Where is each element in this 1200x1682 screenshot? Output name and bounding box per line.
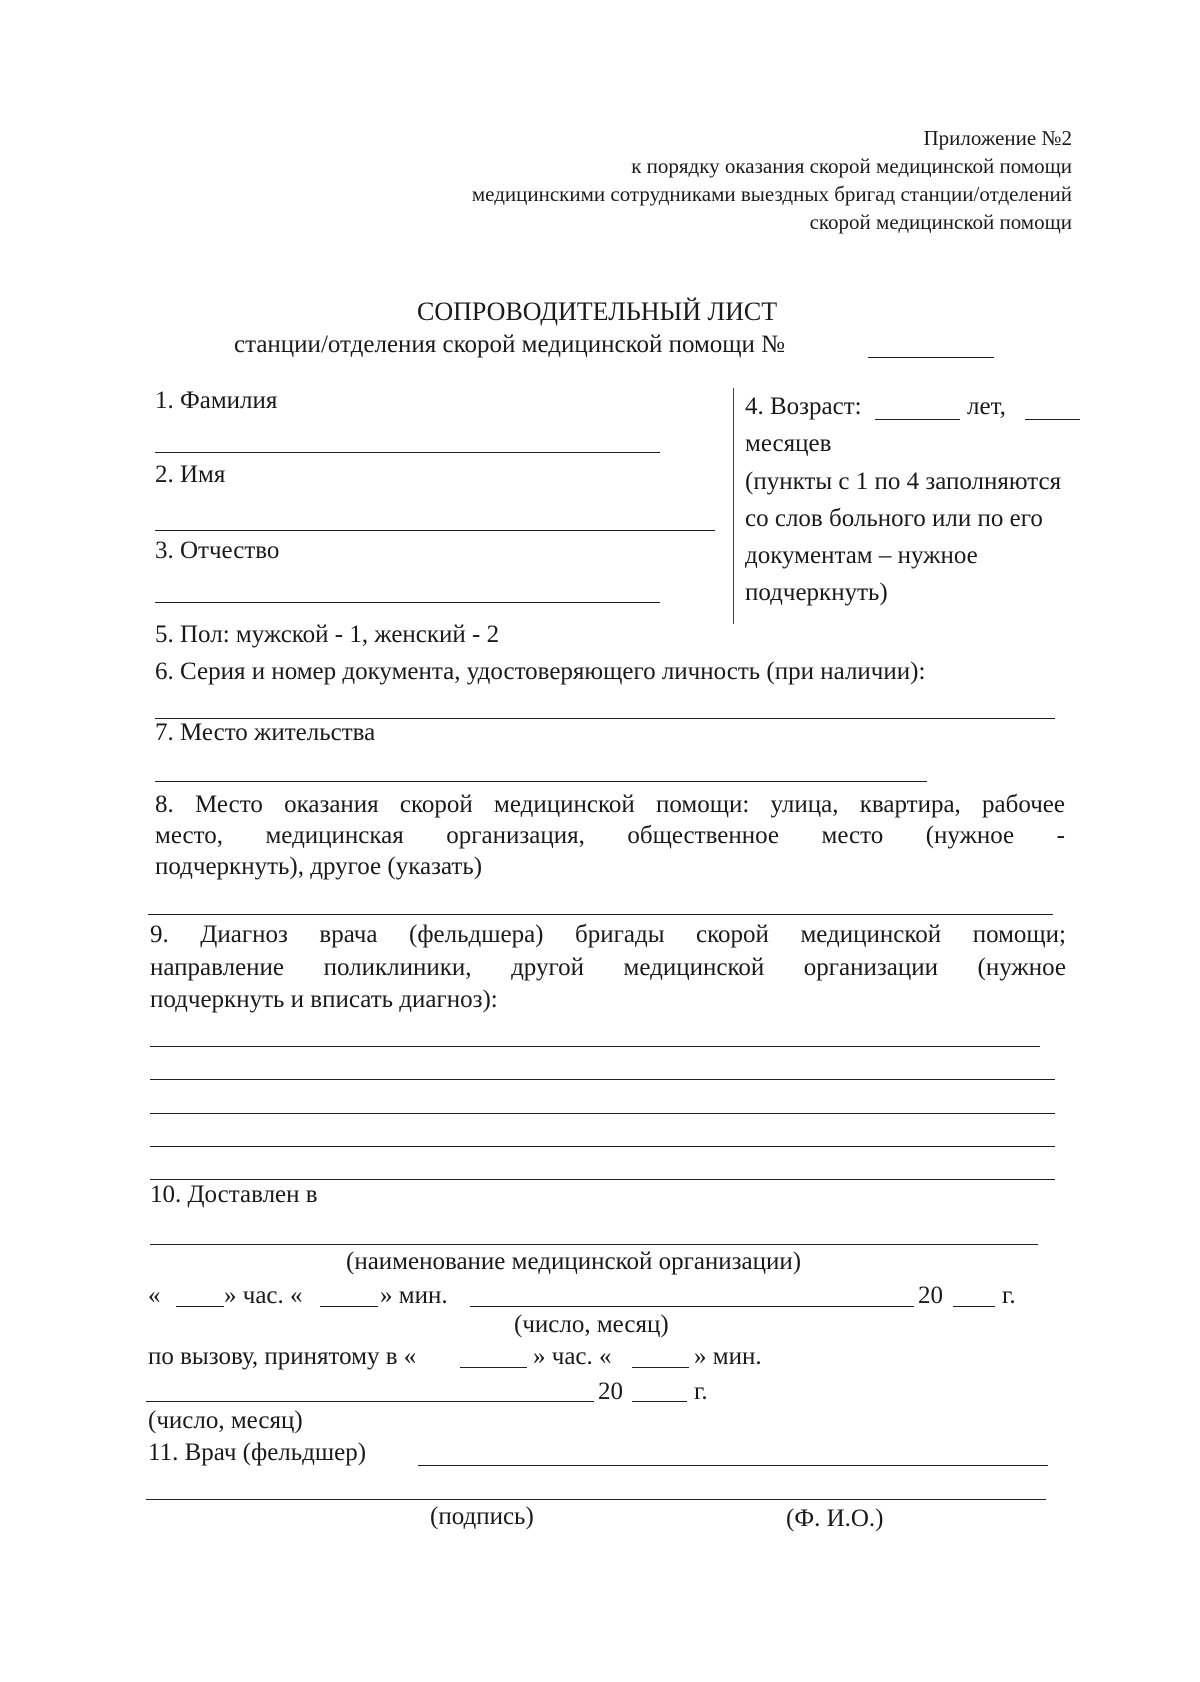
diagnosis-line-3[interactable]	[150, 1113, 1055, 1114]
diagnosis-line-1[interactable]	[150, 1046, 1040, 1047]
org-caption: (наименование медицинской организации)	[346, 1248, 802, 1275]
appendix-line-2: к порядку оказания скорой медицинской помощи	[631, 154, 1072, 178]
name-label: 2. Имя	[155, 461, 226, 488]
year2-prefix: 20	[598, 1378, 623, 1405]
patronymic-label: 3. Отчество	[155, 537, 280, 564]
sex-label: 5. Пол: мужской - 1, женский - 2	[155, 621, 500, 648]
diagnosis-text-line-2: направление поликлиники, другой медицинской организации (нужное	[150, 954, 1066, 981]
doctor-line[interactable]	[418, 1465, 1048, 1466]
appendix-line-4: скорой медицинской помощи	[809, 210, 1072, 234]
diagnosis-line-2[interactable]	[150, 1079, 1055, 1080]
delivered-date-line[interactable]	[470, 1306, 914, 1307]
year2-suffix: г.	[694, 1378, 708, 1405]
call-prefix-label: по вызову, принятому в «	[148, 1343, 417, 1370]
residence-line[interactable]	[155, 781, 927, 782]
age-note-line-1: (пункты с 1 по 4 заполняются	[745, 468, 1062, 495]
age-years-label: лет,	[967, 393, 1006, 420]
date-caption: (число, месяц)	[514, 1311, 669, 1338]
call-hours-line[interactable]	[460, 1367, 527, 1368]
call-minutes-label: » мин.	[694, 1343, 762, 1370]
age-months-line[interactable]	[1025, 419, 1080, 420]
residence-label: 7. Место жительства	[155, 719, 376, 746]
year-prefix: 20	[918, 1282, 943, 1309]
age-note-line-4: подчеркнуть)	[745, 579, 888, 606]
time-minutes-label: » мин.	[380, 1282, 448, 1309]
document-subtitle: станции/отделения скорой медицинской помощи №	[234, 331, 786, 358]
name-line[interactable]	[155, 530, 715, 531]
fio-caption: (Ф. И.О.)	[786, 1505, 884, 1532]
delivered-hours-line[interactable]	[176, 1306, 224, 1307]
time-hours-label: » час. «	[224, 1282, 303, 1309]
delivered-year-line[interactable]	[953, 1306, 995, 1307]
place-text-line-1: 8. Место оказания скорой медицинской помощи: улица, квартира, рабочее	[155, 791, 1065, 818]
age-months-label: месяцев	[745, 430, 832, 457]
time-open-quote: «	[148, 1282, 161, 1309]
delivered-org-line[interactable]	[150, 1244, 1038, 1245]
diagnosis-text-line-1: 9. Диагноз врача (фельдшера) бригады скорой медицинской помощи;	[150, 921, 1066, 948]
appendix-number: Приложение №2	[923, 126, 1072, 150]
diagnosis-line-4[interactable]	[150, 1146, 1055, 1147]
patronymic-line[interactable]	[155, 602, 660, 603]
age-years-line[interactable]	[875, 419, 960, 420]
date-caption-2: (число, месяц)	[148, 1407, 303, 1434]
place-text-line-2: место, медицинская организация, общественное место (нужное -	[155, 822, 1065, 849]
document-label: 6. Серия и номер документа, удостоверяющего личность (при наличии):	[155, 658, 926, 685]
year-suffix: г.	[1002, 1282, 1016, 1309]
station-number-line[interactable]	[868, 357, 994, 358]
place-text-line-3: подчеркнуть), другое (указать)	[155, 853, 483, 880]
appendix-line-3: медицинскими сотрудниками выездных бригад станции/отделений	[471, 182, 1072, 206]
call-date-line[interactable]	[146, 1401, 594, 1402]
doctor-label: 11. Врач (фельдшер)	[148, 1439, 367, 1466]
surname-label: 1. Фамилия	[155, 387, 278, 414]
age-note-line-3: документам – нужное	[745, 542, 978, 569]
diagnosis-text-line-3: подчеркнуть и вписать диагноз):	[150, 986, 498, 1013]
document-title: СОПРОВОДИТЕЛЬНЫЙ ЛИСТ	[417, 297, 778, 326]
column-divider	[733, 388, 734, 624]
signature-fio-line[interactable]	[146, 1499, 1046, 1500]
surname-line[interactable]	[155, 452, 660, 453]
call-minutes-line[interactable]	[632, 1367, 689, 1368]
delivered-minutes-line[interactable]	[320, 1306, 378, 1307]
age-label: 4. Возраст:	[745, 393, 862, 420]
call-hours-label: » час. «	[533, 1343, 612, 1370]
age-note-line-2: со слов больного или по его	[745, 505, 1043, 532]
place-line[interactable]	[148, 914, 1053, 915]
signature-caption: (подпись)	[430, 1503, 534, 1530]
delivered-label: 10. Доставлен в	[150, 1181, 318, 1208]
call-year-line[interactable]	[632, 1401, 687, 1402]
